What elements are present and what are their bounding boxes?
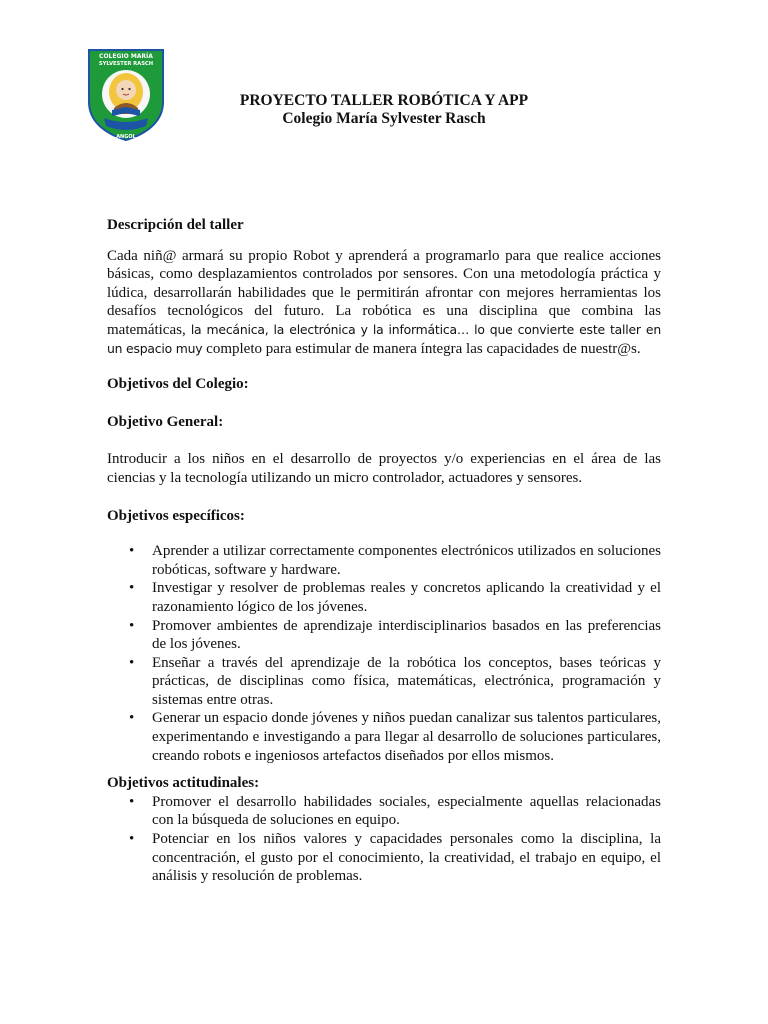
section-heading-objetivos-especificos: Objetivos específicos: bbox=[107, 507, 245, 524]
crest-top-text-2: SYLVESTER RASCH bbox=[98, 61, 154, 67]
descripcion-paragraph bbox=[107, 247, 661, 359]
descripcion-text-b: la mecánica, la electrónica y la informática… lo que convierte este taller en un espacio muy bbox=[107, 321, 661, 356]
crest-bottom-text: ANGOL bbox=[116, 134, 136, 140]
section-heading-objetivo-general: Objetivo General: bbox=[107, 413, 224, 430]
list-item: • Aprender a utilizar correctamente componentes electrónicos utilizados en soluciones robóticas, software y hardware. bbox=[107, 542, 661, 579]
section-heading-descripcion: Descripción del taller bbox=[107, 217, 244, 233]
descripcion-text-a: Cada niñ@ armará su propio Robot y aprenderá a programarlo para que realice acciones básicas, como desplazamientos controlados por sensores. Con una metodología práctica y lúdica, desarrollarán habilidades que le permitirán afrontar con mejores herramientas los desafíos tecnológicos del futuro. La robótica es una disciplina que combina las matemáticas, bbox=[107, 247, 661, 338]
section-heading-objetivos-colegio: Objetivos del Colegio: bbox=[107, 376, 249, 393]
descripcion-text-c: completo para estimular de manera íntegra las capacidades de nuestr@s. bbox=[206, 340, 641, 357]
list-item: • Enseñar a través del aprendizaje de la robótica los conceptos, bases teóricas y prácticas, de disciplinas como física, matemáticas, electrónica, programación y sistemas entre otras. bbox=[107, 654, 661, 710]
document-title: PROYECTO TALLER ROBÓTICA Y APP bbox=[239, 92, 529, 109]
list-item: • Investigar y resolver de problemas reales y concretos aplicando la creatividad y el razonamiento lógico de los jóvenes. bbox=[107, 579, 661, 616]
list-item: • Promover ambientes de aprendizaje interdisciplinarios basados en las preferencias de los jóvenes. bbox=[107, 617, 661, 654]
objetivos-actitudinales-list bbox=[107, 793, 661, 886]
document-subtitle: Colegio María Sylvester Rasch bbox=[282, 110, 486, 127]
list-item: • Potenciar en los niños valores y capacidades personales como la disciplina, la concentración, el gusto por el conocimiento, la creatividad, el trabajo en equipo, el análisis y resolución de problemas. bbox=[107, 830, 661, 886]
list-item: • Promover el desarrollo habilidades sociales, especialmente aquellas relacionadas con la búsqueda de soluciones en equipo. bbox=[107, 793, 661, 830]
objetivo-general-paragraph: Introducir a los niños en el desarrollo de proyectos y/o experiencias en el área de las ciencias y la tecnología utilizando un micro controlador, actuadores y sensores. bbox=[107, 451, 661, 486]
list-item: • Generar un espacio donde jóvenes y niños puedan canalizar sus talentos particulares, experimentando e investigando a para llegar al desarrollo de soluciones particulares, creando robots e ingeniosos artefactos diseñados por ellos mismos. bbox=[107, 709, 661, 765]
crest-top-text: COLEGIO MARÍA bbox=[99, 53, 153, 60]
objetivos-especificos-list bbox=[107, 542, 661, 765]
section-heading-objetivos-actitudinales: Objetivos actitudinales: bbox=[107, 775, 260, 792]
document-body bbox=[107, 216, 661, 886]
